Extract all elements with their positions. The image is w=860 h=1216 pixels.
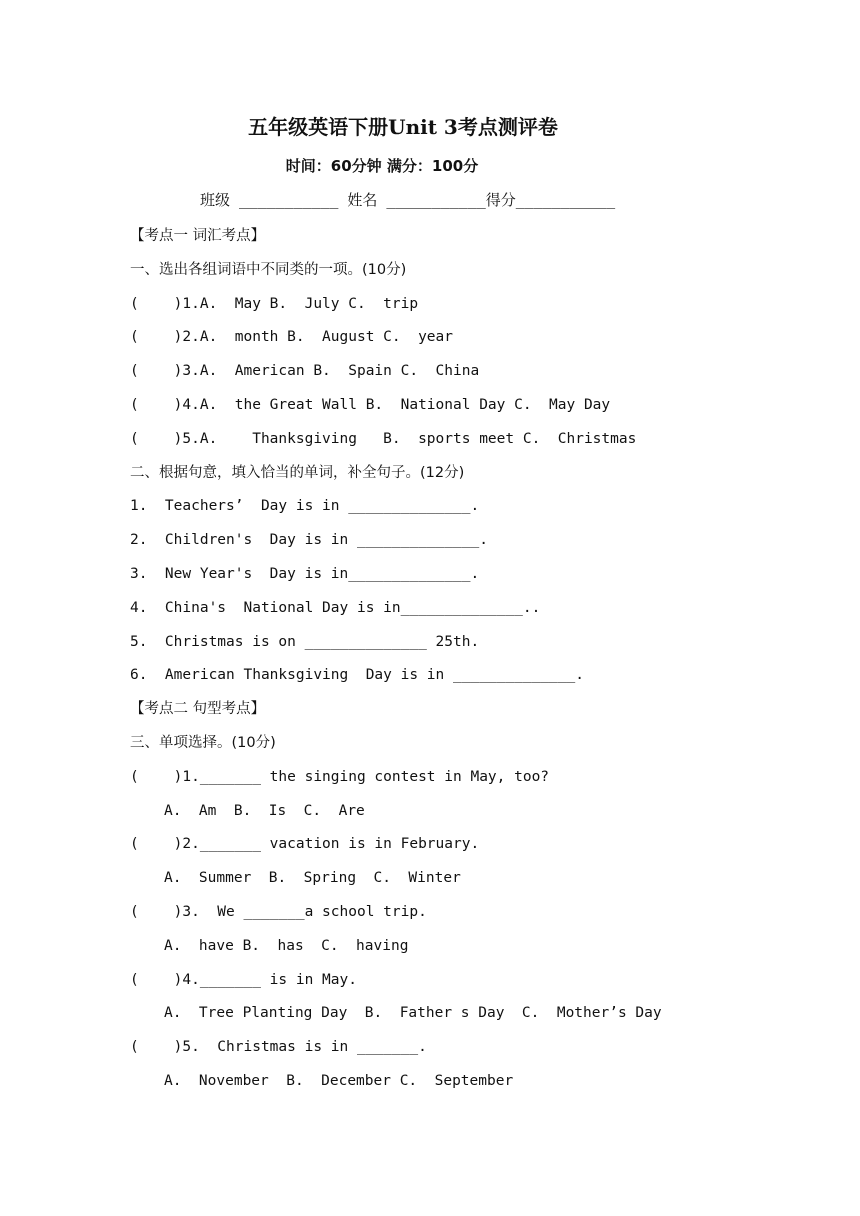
question-3-5-options: A. November B. December C. September: [164, 1072, 514, 1089]
question-2-5: 5. Christmas is on ______________ 25th.: [130, 633, 480, 650]
question-3-4-options: A. Tree Planting Day B. Father s Day C. Mother’s Day: [164, 1005, 662, 1022]
question-3-3-options: A. have B. has C. having: [164, 937, 409, 954]
question-2-2: 2. Children's Day is in ______________.: [130, 532, 488, 549]
part-one-instruction: 一、选出各组词语中不同类的一项。(10分): [130, 261, 407, 278]
question-1-3: ( )3.A. American B. Spain C. China: [130, 363, 480, 380]
question-3-2-options: A. Summer B. Spring C. Winter: [164, 870, 461, 887]
section-heading-sentences: 【考点二 句型考点】: [130, 701, 266, 718]
part-three-instruction: 三、单项选择。(10分): [130, 734, 276, 751]
question-1-2: ( )2.A. month B. August C. year: [130, 329, 454, 346]
exam-body: [130, 220, 830, 1099]
question-2-6: 6. American Thanksgiving Day is in ______________.: [130, 667, 584, 684]
question-1-1: ( )1.A. May B. July C. trip: [130, 295, 419, 312]
question-3-1: ( )1._______ the singing contest in May, too?: [130, 768, 550, 785]
exam-time-score: 时间：60分钟 满分：100分: [285, 157, 479, 175]
question-3-4: ( )4._______ is in May.: [130, 971, 357, 988]
exam-title: 五年级英语下册Unit 3考点测评卷: [248, 115, 558, 139]
question-3-5: ( )5. Christmas is in _______.: [130, 1039, 427, 1056]
student-info-line: 班级 ___________ 姓名 ___________得分___________: [200, 191, 616, 209]
part-two-instruction: 二、根据句意，填入恰当的单词，补全句子。(12分): [130, 464, 465, 481]
question-3-2: ( )2._______ vacation is in February.: [130, 836, 480, 853]
section-heading-vocabulary: 【考点一 词汇考点】: [130, 228, 266, 244]
question-2-4: 4. China's National Day is in______________..: [130, 599, 541, 616]
question-3-3: ( )3. We _______a school trip.: [130, 903, 427, 920]
question-1-5: ( )5.A. Thanksgiving B. sports meet C. Christmas: [130, 430, 637, 447]
question-2-3: 3. New Year's Day is in______________.: [130, 565, 480, 582]
question-1-4: ( )4.A. the Great Wall B. National Day C. May Day: [130, 396, 611, 413]
question-3-1-options: A. Am B. Is C. Are: [164, 802, 365, 819]
question-2-1: 1. Teachers’ Day is in ______________.: [130, 498, 480, 515]
